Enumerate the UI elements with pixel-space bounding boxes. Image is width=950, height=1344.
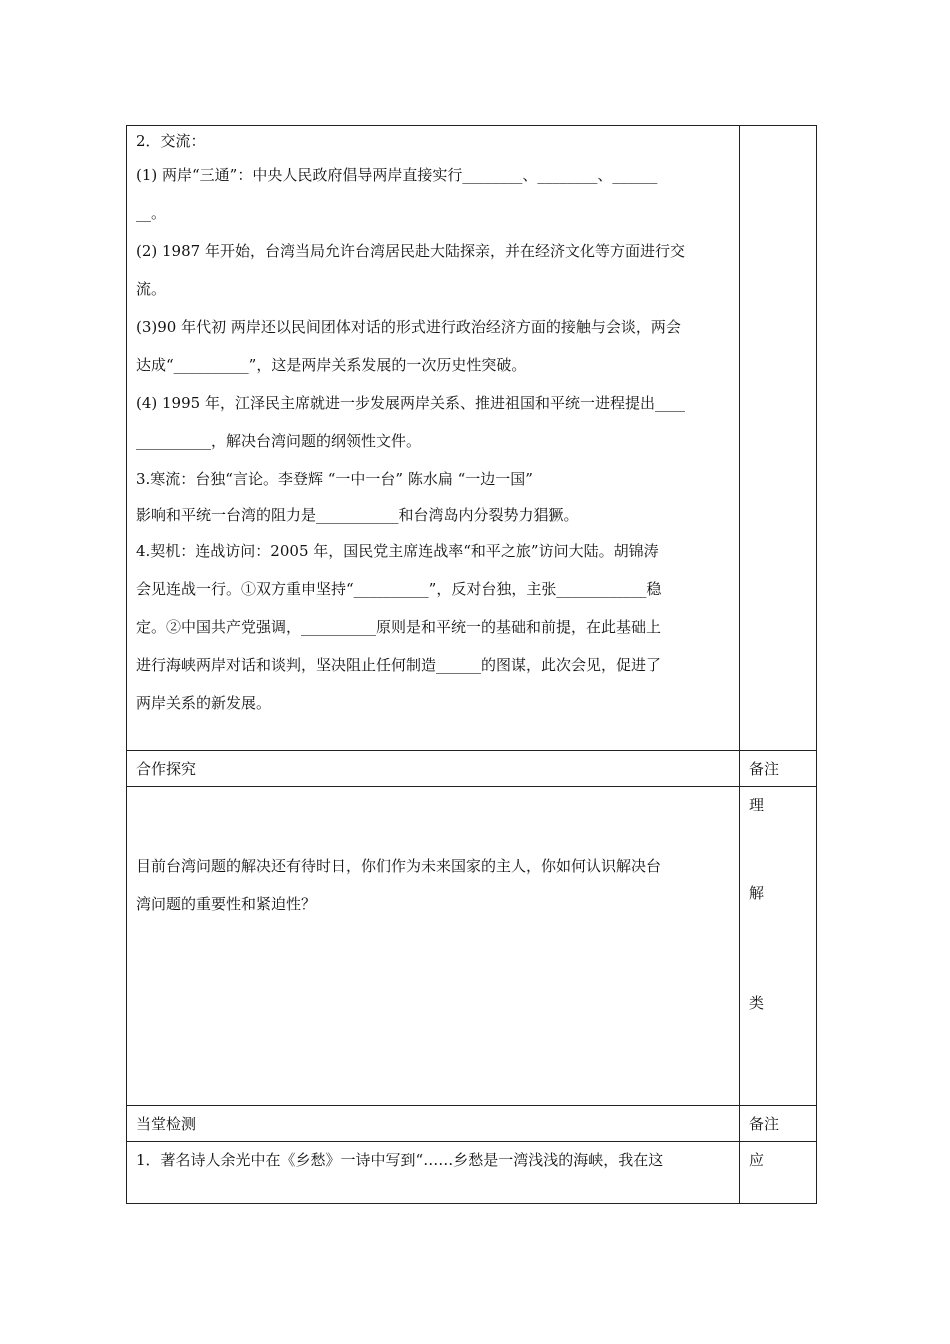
classroom-test-body-row [127,1142,817,1204]
text-line: 4.契机：连战访问：2005 年，国民党主席连战率“和平之旅”访问大陆。胡锦涛 [136,542,659,560]
exchange-content-cell [127,126,740,751]
note-header-cell [740,751,817,787]
text-line: 3.寒流：台独“言论。李登辉 “一中一台” 陈水扁 “一边一国” [136,470,533,488]
note-heading: 备注 [749,1115,780,1133]
note-char: 解 [749,884,765,902]
classroom-test-header-row [127,1106,817,1142]
cooperative-header-row [127,751,817,787]
text-line: 两岸关系的新发展。 [136,694,272,712]
question-line: 湾问题的重要性和紧迫性？ [136,895,317,913]
note-heading: 备注 [749,760,780,778]
section-heading: 合作探究 [136,760,197,778]
classroom-test-header-cell [127,1106,740,1142]
text-line: __。 [136,204,167,222]
text-line: 会见连战一行。①双方重申坚持“__________”，反对台独，主张____________稳 [136,580,662,598]
text-line: 定。②中国共产党强调，__________原则是和平统一的基础和前提，在此基础上 [136,618,662,636]
text-line: (2) 1987 年开始，台湾当局允许台湾居民赴大陆探亲，并在经济文化等方面进行交 [136,242,685,260]
exchange-note-cell [740,126,817,751]
note-char: 类 [749,994,765,1012]
text-line: 影响和平统一台湾的阻力是___________和台湾岛内分裂势力猖獗。 [136,506,579,524]
cooperative-header-cell [127,751,740,787]
classroom-test-note-cell [740,1142,817,1204]
note-char: 理 [749,796,765,814]
question-line: 目前台湾问题的解决还有待时日，你们作为未来国家的主人，你如何认识解决台 [136,857,662,875]
cooperative-note-cell [740,787,817,1106]
text-line: 2．交流： [136,132,206,150]
cooperative-question-cell [127,787,740,1106]
section-heading: 当堂检测 [136,1115,197,1133]
cooperative-body-row [127,787,817,1106]
classroom-test-question-cell [127,1142,740,1204]
text-line: (3)90 年代初 两岸还以民间团体对话的形式进行政治经济方面的接触与会谈，两会 [136,318,681,336]
text-line: __________，解决台湾问题的纲领性文件。 [136,432,422,450]
text-line: (1) 两岸“三通”：中央人民政府倡导两岸直接实行________、________、______ [136,166,658,184]
text-line: 进行海峡两岸对话和谈判，坚决阻止任何制造______的图谋，此次会见，促进了 [136,656,662,674]
text-line: (4) 1995 年，江泽民主席就进一步发展两岸关系、推进祖国和平统一进程提出____ [136,394,685,412]
note-char: 应 [749,1151,765,1169]
worksheet-table [126,125,817,1204]
note-header-cell [740,1106,817,1142]
section-exchange-row [127,126,817,751]
text-line: 达成“__________”，这是两岸关系发展的一次历史性突破。 [136,356,527,374]
question-line: 1．著名诗人余光中在《乡愁》一诗中写到“……乡愁是一湾浅浅的海峡，我在这 [136,1151,664,1169]
text-line: 流。 [136,280,167,298]
